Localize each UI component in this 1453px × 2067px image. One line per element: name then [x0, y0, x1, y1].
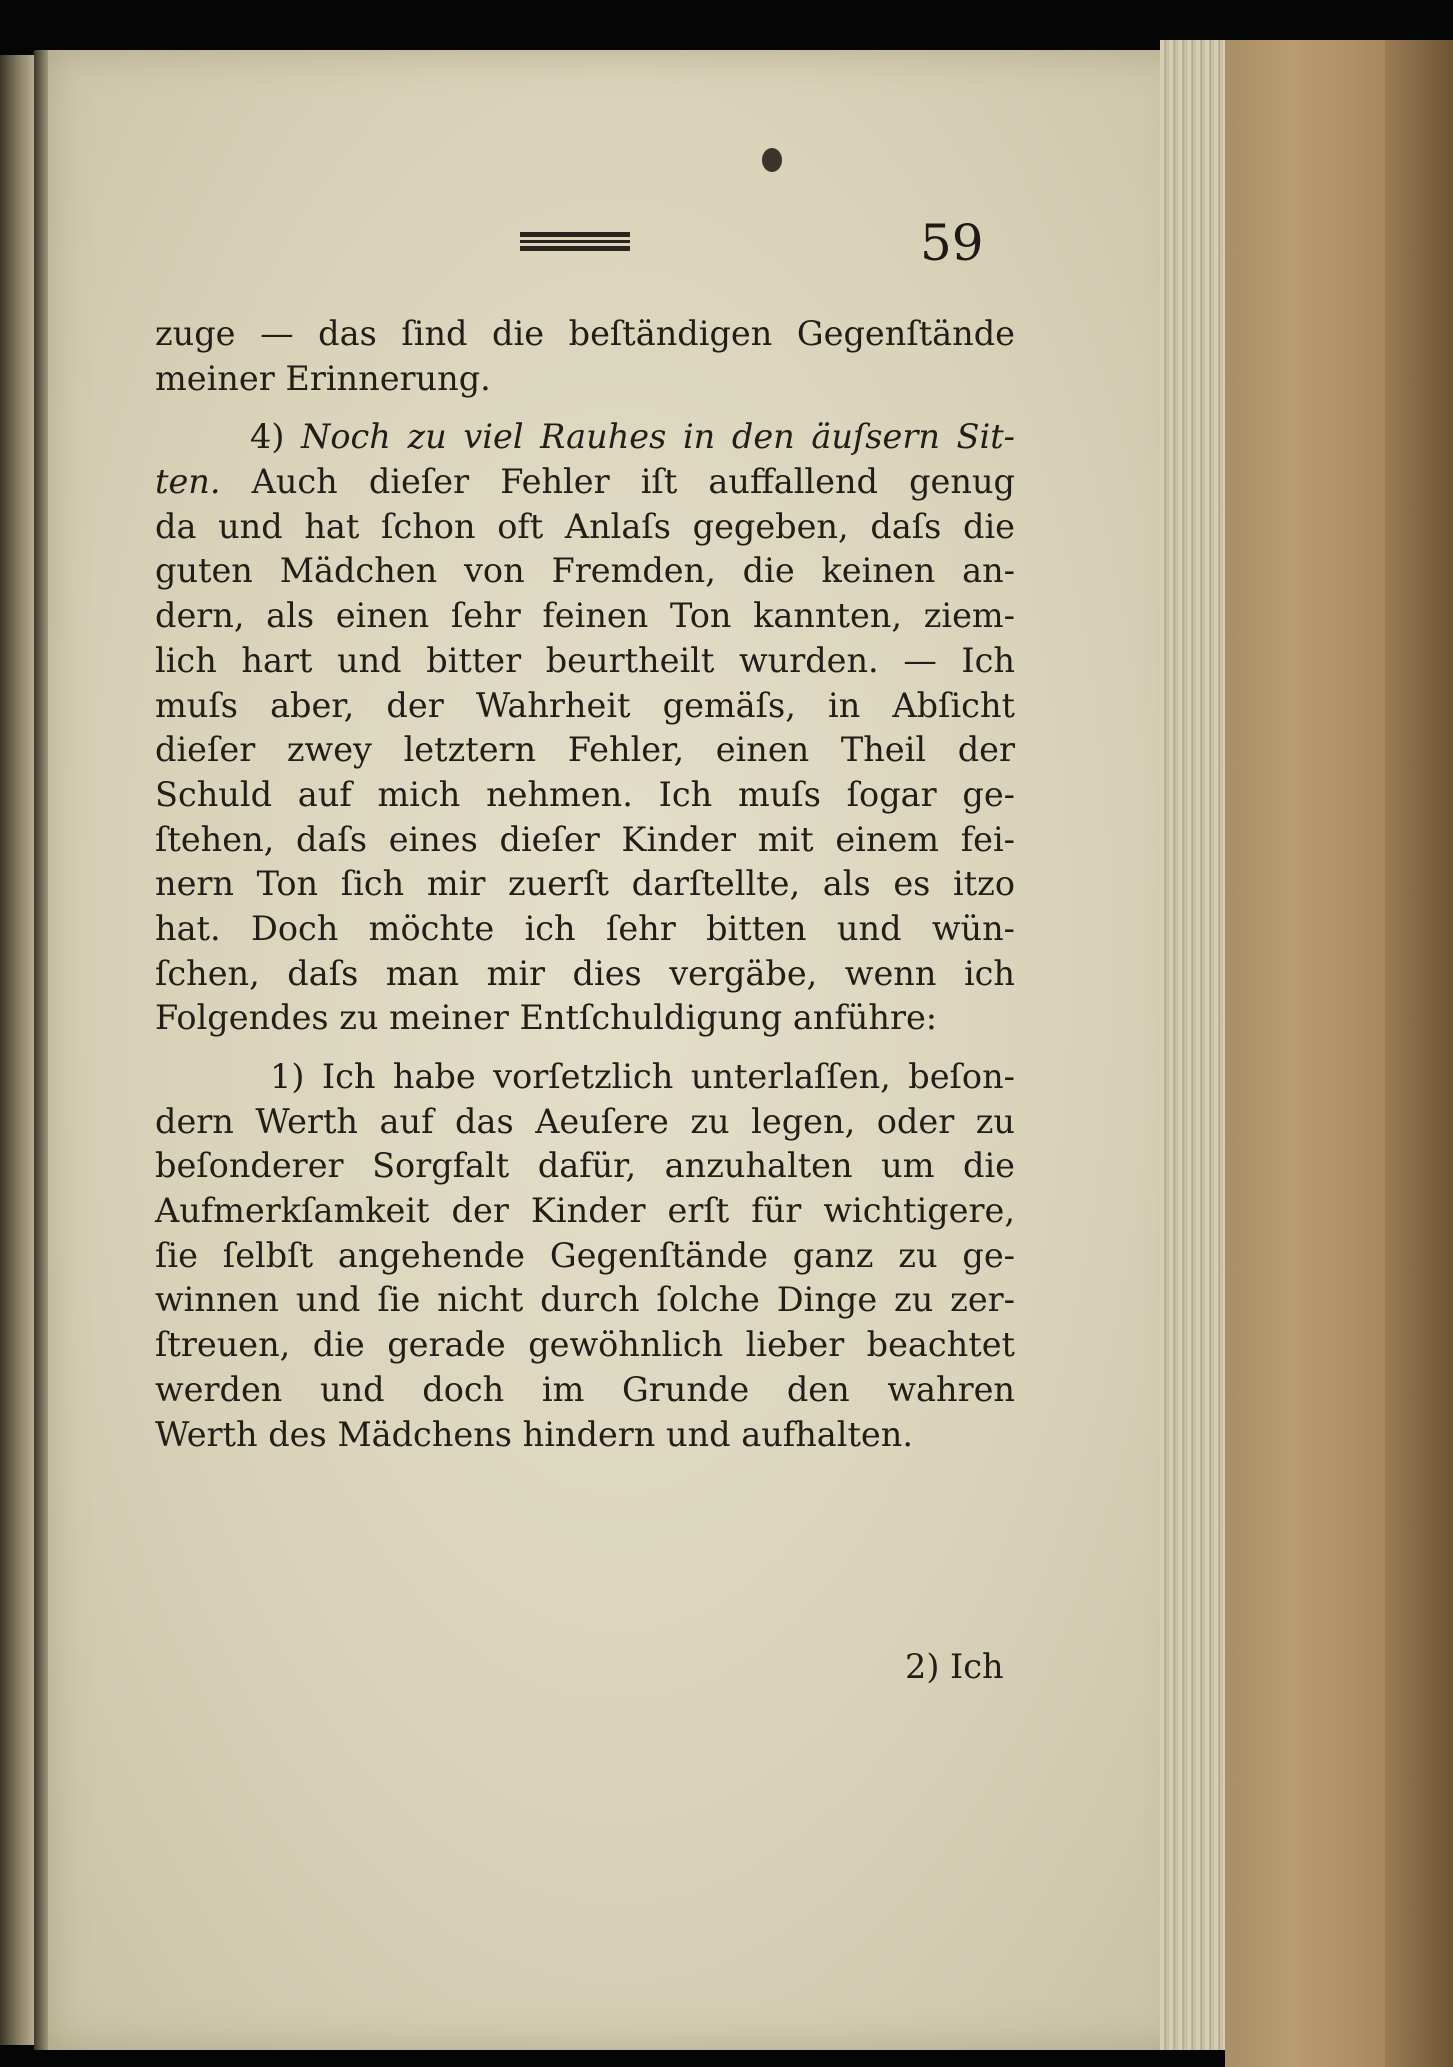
text-line: Folgendes zu meiner Entſchuldigung anführe: — [155, 998, 938, 1038]
text-line: dieſer zwey letztern Fehler, einen Theil der — [155, 730, 1015, 770]
text-line: lich hart und bitter beurtheilt wurden. — Ich — [155, 640, 1015, 680]
text-line: muſs aber, der Wahrheit gemäſs, in Abſicht — [155, 685, 1015, 725]
text-line: meiner Erinnerung. — [155, 358, 491, 398]
catchword: 2) Ich — [905, 1647, 1004, 1686]
text-line: dern, als einen ſehr feinen Ton kannten, ziem- — [155, 596, 1015, 636]
text-line: hat. Doch möchte ich ſehr bitten und wün- — [155, 908, 1015, 948]
text-line: guten Mädchen von Fremden, die keinen an- — [155, 551, 1015, 591]
book-cover-edge — [1385, 40, 1453, 2067]
text-line: 1) Ich habe vorſetzlich unterlaſſen, beſon- — [270, 1057, 1015, 1096]
text-line: zuge — das ſind die beſtändigen Gegenſtände — [155, 314, 1015, 353]
italic-heading-cont: ten. — [155, 462, 221, 502]
text-line: Schuld auf mich nehmen. Ich muſs ſogar ge- — [155, 774, 1015, 814]
text-line: ſtreuen, die gerade gewöhnlich lieber beachtet — [155, 1325, 1015, 1365]
item-4-heading — [155, 415, 1015, 460]
text-line: winnen und ſie nicht durch ſolche Dinge zu zer- — [155, 1280, 1015, 1320]
italic-heading: Noch zu viel Rauhes in den äuſsern Sit- — [301, 417, 1015, 457]
text-line: Werth des Mädchens hindern und aufhalten. — [155, 1414, 913, 1454]
text-line: nern Ton ſich mir zuerſt darſtellte, als es itzo — [155, 864, 1015, 904]
text-line: Aufmerkſamkeit der Kinder erſt für wichtigere, — [155, 1191, 1015, 1231]
facing-page-edge — [0, 55, 34, 2045]
text-line: beſonderer Sorgfalt dafür, anzuhalten um die — [155, 1146, 1015, 1186]
item-number: 4) — [250, 417, 285, 457]
page-stack-edge — [1160, 40, 1230, 2050]
text-line: da und hat ſchon oft Anlaſs gegeben, daſs die — [155, 506, 1015, 546]
ink-spot — [762, 148, 782, 172]
text-line: ſie ſelbſt angehende Gegenſtände ganz zu ge- — [155, 1235, 1015, 1275]
text-line: dern Werth auf das Aeuſere zu legen, oder zu — [155, 1101, 1015, 1141]
text-line: ſchen, daſs man mir dies vergäbe, wenn ich — [155, 953, 1015, 993]
page-number: 59 — [920, 214, 984, 272]
text-line: werden und doch im Grunde den wahren — [155, 1369, 1015, 1409]
text-line: ten. Auch dieſer Fehler iſt auffallend genug — [155, 462, 1015, 502]
body-text — [155, 312, 1015, 1457]
text-line: ſtehen, daſs eines dieſer Kinder mit einem fei- — [155, 819, 1015, 859]
